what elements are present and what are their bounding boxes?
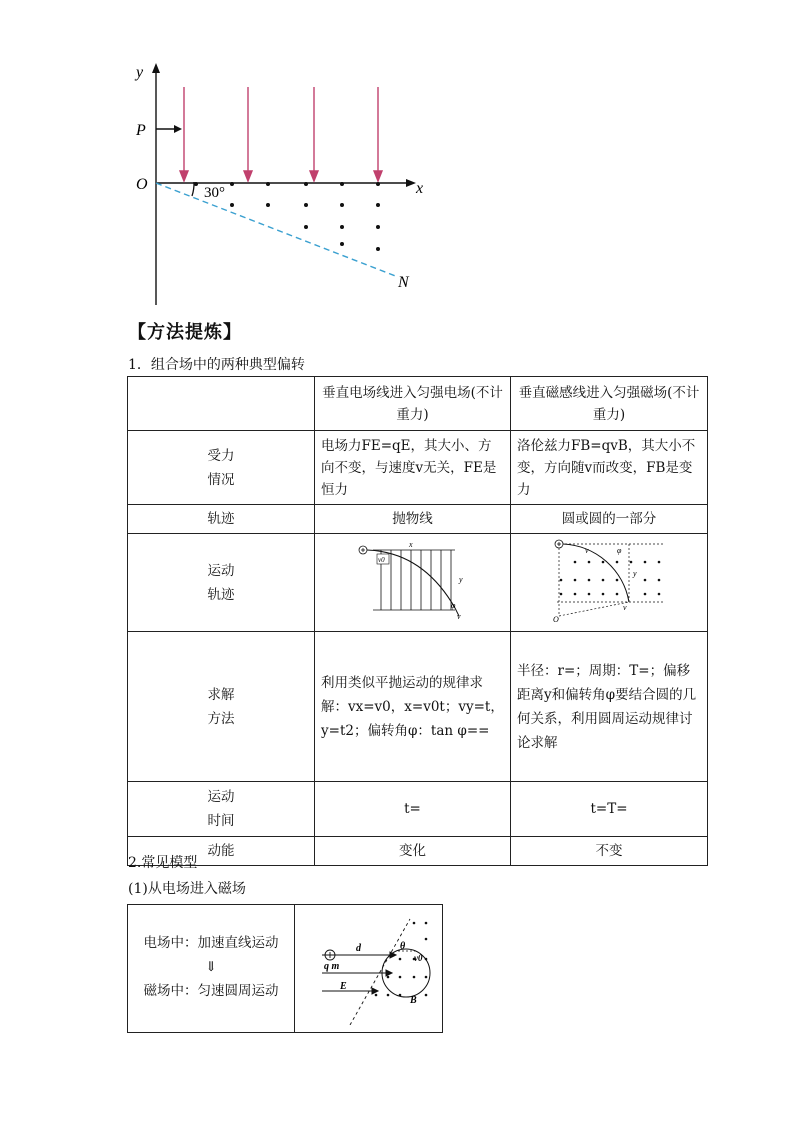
table-row [128, 505, 708, 534]
method-magnetic-cell [511, 632, 708, 782]
row-label-time-text: 运动时间 [207, 789, 235, 829]
model-line-1: 电场中：加速直线运动 [143, 935, 279, 951]
row-label-energy: 动能 [128, 837, 315, 866]
row-label-force-text: 受力情况 [207, 447, 235, 488]
parabola-diagram [353, 538, 473, 620]
energy-magnetic: 不变 [511, 837, 708, 866]
model-fig-theta: θ [400, 941, 406, 952]
row-label-method-text: 求解方法 [207, 686, 235, 727]
fig-e-x: x [408, 540, 413, 549]
model-fig-v0: v0 [414, 953, 423, 963]
angle-label: 30° [204, 185, 225, 201]
time-electric: t= [315, 782, 511, 837]
header-magnetic: 垂直磁感线进入匀强磁场(不计重力) [511, 377, 708, 431]
boundary-on [156, 183, 398, 277]
model-diagram [304, 911, 436, 1025]
table-row [128, 632, 708, 782]
y-axis-label: y [136, 64, 144, 81]
table-row [128, 534, 708, 632]
origin-label: O [136, 176, 148, 193]
fig-b-o: O [553, 615, 559, 622]
fig-e-y: y [458, 575, 463, 584]
electric-track-cell [315, 534, 511, 632]
row-label-time [128, 782, 315, 837]
fig-b-v-top: v [585, 546, 589, 555]
model-fig-b: B [410, 995, 417, 1006]
magnetic-track-cell [511, 534, 708, 632]
circular-arc-diagram [549, 536, 669, 622]
table-row [128, 837, 708, 866]
p-arrow-icon [174, 125, 182, 133]
model-line-2: 磁场中：匀速圆周运动 [143, 983, 279, 999]
item-2-1-heading: (1)从电场进入磁场 [128, 881, 246, 897]
energy-electric: 变化 [315, 837, 511, 866]
trajectory-magnetic: 圆或圆的一部分 [511, 505, 708, 534]
point-n-label: N [398, 274, 409, 291]
row-label-motion-track [128, 534, 315, 632]
field-diagram [120, 55, 440, 310]
row-label-force [128, 431, 315, 505]
table-row [128, 782, 708, 837]
method-electric-text: 利用类似平抛运动的规律求解：vx=v0，x=v0t；vy=t，y=t2；偏转角φ：tan φ== [321, 674, 504, 739]
fig-e-v0: v0 [377, 556, 385, 564]
x-axis-label: x [416, 180, 424, 197]
item-1-heading: 1．组合场中的两种典型偏转 [128, 357, 305, 373]
trajectory-electric: 抛物线 [315, 505, 511, 534]
row-label-method [128, 632, 315, 782]
model-box [127, 904, 443, 1033]
model-fig-d: d [356, 943, 361, 954]
fig-b-v-bottom: v [623, 603, 627, 612]
deflection-table [127, 376, 708, 866]
model-description [128, 905, 295, 1032]
force-electric-cell [315, 431, 511, 505]
table-header-row [128, 377, 708, 431]
row-label-motion-track-text: 运动轨迹 [207, 562, 235, 603]
row-label-trajectory: 轨迹 [128, 505, 315, 534]
model-fig-e: E [340, 981, 347, 992]
electric-field-arrows [180, 87, 382, 181]
section-title: 【方法提炼】 [128, 322, 242, 343]
down-arrow-icon: ⇓ [205, 959, 217, 975]
method-electric-cell [315, 632, 511, 782]
fig-b-phi: φ [617, 546, 622, 555]
force-electric-text: 电场力FE=qE，其大小、方向不变，与速度v无关，FE是恒力 [321, 437, 497, 498]
force-magnetic-text: 洛伦兹力FB=qvB，其大小不变，方向随v而改变，FB是变力 [517, 437, 696, 498]
header-electric: 垂直电场线进入匀强电场(不计重力) [315, 377, 511, 431]
fig-b-y: y [633, 569, 637, 578]
fig-e-phi: φ [450, 601, 455, 610]
model-fig-qm: q m [324, 961, 340, 972]
time-magnetic: t=T= [511, 782, 708, 837]
method-magnetic-text: 半径：r=；周期：T=；偏移距离y和偏转角φ要结合圆的几何关系，利用圆周运动规律讨论求解 [517, 662, 697, 751]
force-magnetic-cell [511, 431, 708, 505]
table-row [128, 431, 708, 505]
item-2-heading: 2.常见模型 [128, 855, 198, 871]
header-empty-cell [128, 377, 315, 431]
fig-e-v: v [456, 612, 461, 620]
point-p-label: P [136, 122, 146, 139]
